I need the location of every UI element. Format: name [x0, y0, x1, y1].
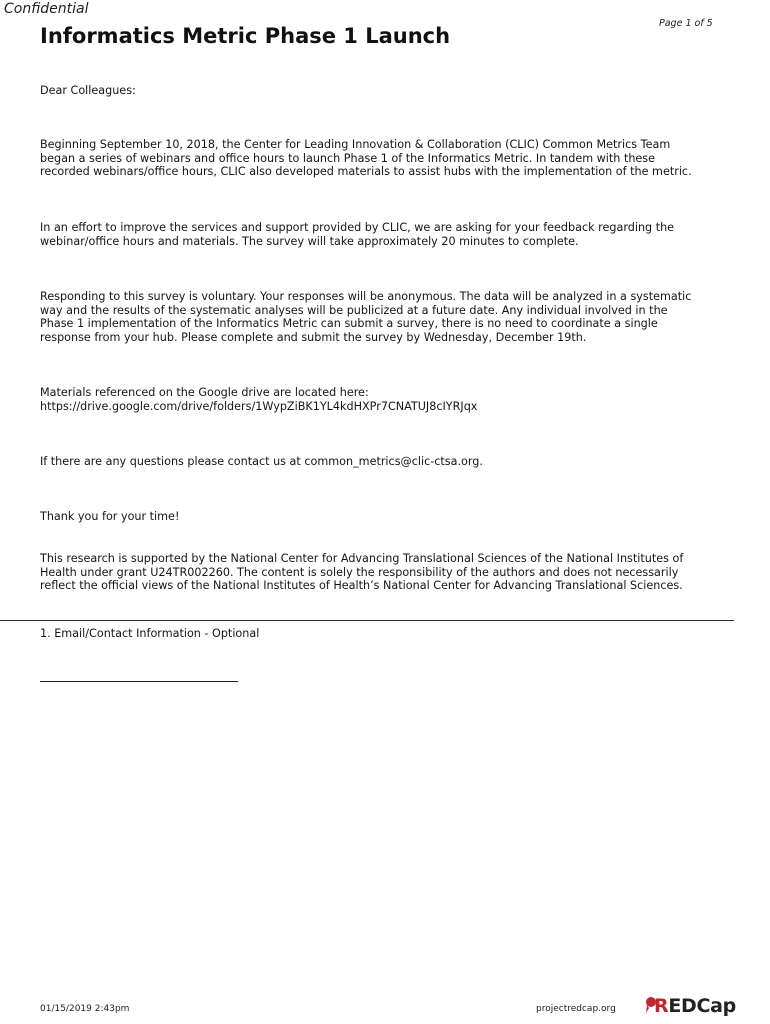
- paragraph-thanks: Thank you for your time!: [40, 510, 180, 523]
- paragraph-line: In an effort to improve the services and support provided by CLIC, we are asking for your feedback regarding the: [40, 221, 675, 234]
- paragraph-line: Health under grant U24TR002260. The content is solely the responsibility of the authors and does not necessarily: [40, 565, 679, 579]
- footer-site: projectredcap.org: [536, 1004, 616, 1014]
- confidential-label: Confidential: [4, 1, 89, 17]
- email-answer-field[interactable]: [40, 681, 238, 682]
- paragraph-voluntary: [40, 290, 730, 344]
- footer-date: 01/15/2019 2:43pm: [40, 1004, 130, 1014]
- redcap-wordmark: REDCap: [654, 995, 736, 1017]
- paragraph-intro: [40, 138, 730, 179]
- greeting: Dear Colleagues:: [40, 84, 136, 97]
- redcap-logo: [644, 995, 734, 1021]
- paragraph-line: Beginning September 10, 2018, the Center for Leading Innovation & Collaboration (CLIC) Common Metrics Team: [40, 138, 671, 151]
- paragraph-line: began a series of webinars and office hours to launch Phase 1 of the Informatics Metric. In tandem with these: [40, 151, 656, 165]
- page-title: Informatics Metric Phase 1 Launch: [40, 24, 451, 48]
- paragraph-line: reflect the official views of the National Institutes of Health’s National Center for Advancing Translational Sciences.: [40, 579, 683, 593]
- drive-link[interactable]: https://drive.google.com/drive/folders/1WypZiBK1YL4kdHXPr7CNATUJ8cIYRJqx: [40, 399, 478, 413]
- paragraph-line: webinar/office hours and materials. The survey will take approximately 20 minutes to complete.: [40, 234, 579, 248]
- question-label: 1. Email/Contact Information - Optional: [40, 627, 260, 640]
- page-number: Page 1 of 5: [659, 18, 713, 29]
- paragraph-line: Phase 1 implementation of the Informatics Metric can submit a survey, there is no need to coordinate a single: [40, 317, 658, 331]
- paragraph-line: This research is supported by the National Center for Advancing Translational Sciences of the National Institutes of: [40, 552, 684, 565]
- paragraph-line: way and the results of the systematic analyses will be publicized at a future date. Any individual involved in the: [40, 303, 668, 317]
- paragraph-line: Responding to this survey is voluntary. Your responses will be anonymous. The data will be analyzed in a systematic: [40, 290, 692, 303]
- paragraph-line: Materials referenced on the Google drive are located here:: [40, 386, 369, 399]
- paragraph-contact: If there are any questions please contact us at common_metrics@clic-ctsa.org.: [40, 455, 483, 468]
- paragraph-feedback: [40, 221, 730, 248]
- paragraph-line: response from your hub. Please complete and submit the survey by Wednesday, December 19th.: [40, 330, 587, 344]
- paragraph-materials: [40, 386, 730, 413]
- section-divider: [0, 620, 734, 621]
- paragraph-funding: [40, 552, 730, 593]
- paragraph-line: recorded webinars/office hours, CLIC also developed materials to assist hubs with the implementation of the metric.: [40, 165, 692, 179]
